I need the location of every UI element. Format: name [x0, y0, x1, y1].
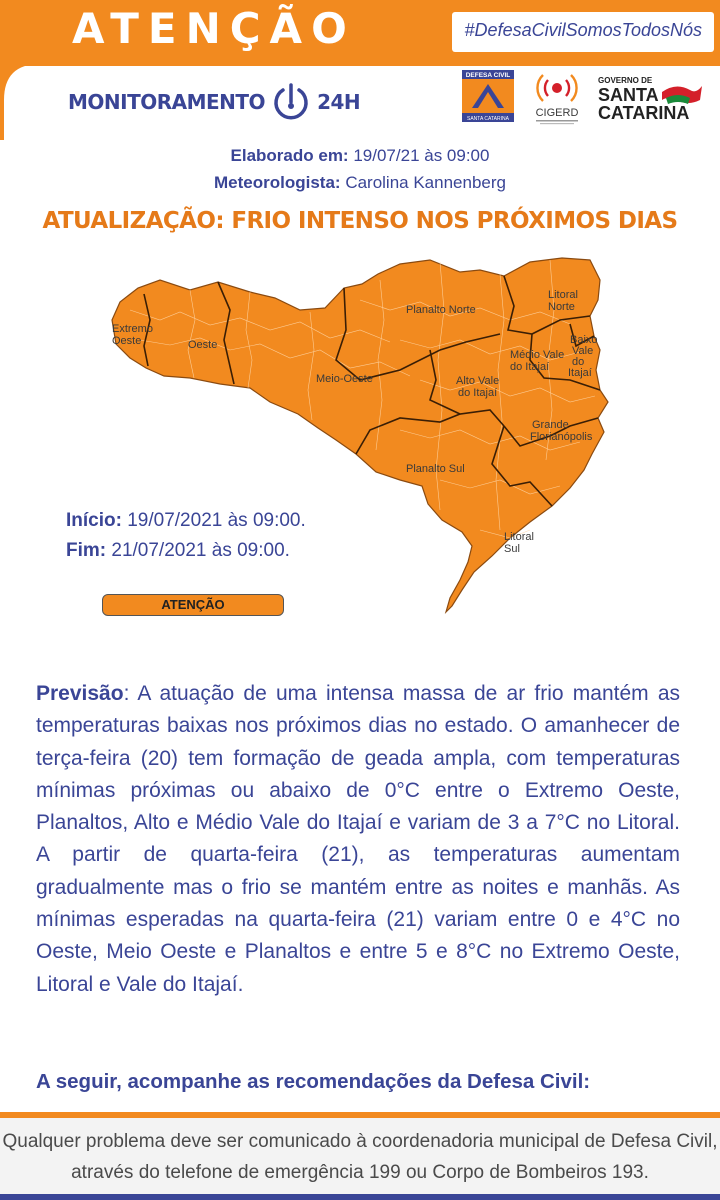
label-oeste: Oeste [188, 339, 218, 351]
meteorologista-value: Carolina Kannenberg [345, 173, 506, 192]
defesa-civil-logo-bottom: SANTA CATARINA [467, 116, 509, 122]
fim-row [66, 536, 306, 566]
elaborado-row [0, 142, 720, 169]
elaborado-value: 19/07/21 às 09:00 [353, 146, 490, 165]
forecast-text: : A atuação de uma intensa massa de ar frio mantém as temperaturas baixas nos próximos dias no estado. O amanhecer de terça-feira (20) tem formação de geada ampla, com temperaturas mínimas próximas ou abaixo de 0°C entre o Extremo Oeste, Planaltos, Alto e Médio Vale do Itajaí e variam de 3 a 7°C no Litoral. A partir de quarta-feira (21), as temperaturas aumentam gradualmente mas o frio se mantém entre as noites e manhãs. As mínimas esperadas na quarta-feira (21) variam entre 0 e 4°C no Oeste, Meio Oeste e Planaltos e entre 5 e 8°C no Extremo Oeste, Litoral e Vale do Itajaí. [36, 682, 680, 996]
monitoramento-brand [68, 82, 360, 122]
label-baixo-vale: Baixo Vale do Itajaí [568, 334, 598, 379]
period-info [66, 506, 306, 566]
footer-bottom-line [0, 1194, 720, 1200]
label-meio-oeste: Meio-Oeste [316, 373, 373, 385]
inicio-label: Início: [66, 510, 122, 531]
brand-left-text: MONITORAMENTO [68, 90, 266, 114]
footer-top-line [0, 1112, 720, 1118]
governo-sc-logo [596, 74, 706, 124]
label-alto-vale: Alto Vale do Itajaí [456, 375, 500, 399]
label-planalto-norte: Planalto Norte [406, 304, 476, 316]
fim-label: Fim: [66, 540, 107, 561]
fim-value: 21/07/2021 às 09:00. [111, 540, 290, 561]
elaborado-label: Elaborado em: [230, 146, 349, 165]
footer-text [0, 1126, 720, 1188]
hashtag: #DefesaCivilSomosTodosNós [464, 20, 702, 40]
footer [0, 1112, 720, 1200]
defesa-civil-logo [462, 70, 514, 122]
defesa-civil-logo-top: DEFESA CIVIL [465, 72, 511, 79]
recommendations-intro: A seguir, acompanhe as recomendações da Defesa Civil: [36, 1070, 591, 1093]
inicio-row [66, 506, 306, 536]
label-litoral-norte: Litoral Norte [548, 289, 578, 313]
cigerd-logo [528, 70, 586, 126]
meteorologista-row [0, 169, 720, 196]
label-extremo-oeste: Extremo Oeste [112, 323, 153, 347]
catarina-text: CATARINA [598, 103, 690, 123]
meta-info [0, 142, 720, 196]
footer-line-2: através do telefone de emergência 199 ou Corpo de Bombeiros 193. [71, 1162, 649, 1183]
label-medio-vale: Médio Vale do Itajaí [510, 349, 565, 373]
inicio-value: 19/07/2021 às 09:00. [127, 510, 306, 531]
meteorologista-label: Meteorologista: [214, 173, 341, 192]
brand-right-text: 24H [317, 90, 361, 114]
forecast-label: Previsão [36, 682, 124, 705]
governo-text: GOVERNO DE [598, 76, 653, 85]
power-clock-icon [271, 82, 311, 122]
headline: ATUALIZAÇÃO: FRIO INTENSO NOS PRÓXIMOS DIAS [42, 208, 678, 234]
label-planalto-sul: Planalto Sul [406, 463, 465, 475]
footer-line-1: Qualquer problema deve ser comunicado à coordenadoria municipal de Defesa Civil, [2, 1131, 718, 1152]
alert-level-badge: ATENÇÃO [102, 594, 284, 616]
label-grande-florianopolis: Grande Florianópolis [530, 419, 593, 443]
page-title: ATENÇÃO [72, 4, 356, 53]
cigerd-logo-text: CIGERD [535, 107, 579, 119]
santa-text: SANTA [598, 85, 659, 105]
label-litoral-sul: Litoral Sul [504, 531, 534, 555]
forecast-paragraph [36, 678, 680, 1001]
